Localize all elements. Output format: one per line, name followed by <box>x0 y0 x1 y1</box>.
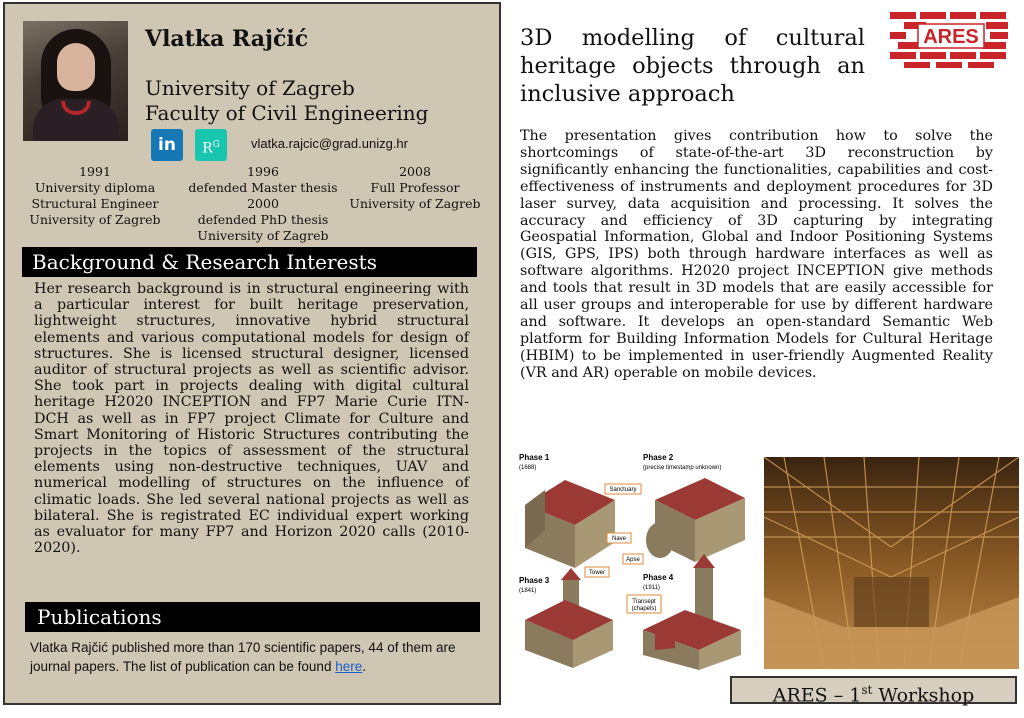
timeline-2008: 2008 Full Professor University of Zagreb <box>349 164 481 211</box>
label-nave: Nave <box>611 536 627 542</box>
publications-text: Vlatka Rajčić published more than 170 scientific papers, 44 of them are journal papers. The list of publication can be found here. <box>30 640 456 674</box>
background-text: Her research background is in structural engineering with a particular interest for built heritage preservation, lightweight structures, innovative hybrid structural elements and various computational models for design of structures. She is licensed structural designer, licensed auditor of structural projects as well as scientific advisor. She took part in projects dealing with digital cultural heritage H2020 INCEPTION and FP7 Marie Curie ITN-DCH as well as in FP7 project Climate for Culture and Smart Monitoring of Historic Structures contributing the projects in the topics of assessment of the structural elements using non-destructive techniques, UAV and numerical modelling of structures on the influence of climatic loads. She led several national projects as well as bilateral. She is registrated EC individual expert working as evaluator for many FP7 and Horizon 2020 calls (2010-2020). <box>34 281 469 557</box>
publications-link[interactable]: here <box>335 659 363 674</box>
label-apse: Apse <box>626 557 640 563</box>
talk-abstract: The presentation gives contribution how to solve the shortcomings of state-of-the-art 3D reconstruction by significantly enhancing the functionalities, capabilities and cost-effectiveness of instruments and deployment procedures for 3D laser survey, data acquisition and processing. It solves the accuracy and efficiency of 3D capturing by integrating Geospatial Information, Global and Indoor Positioning Systems (GIS, GPS, IPS) both through hardware interfaces as well as software algorithms. H2020 project INCEPTION give methods and tools that result in 3D models that are easily accessible for all user groups and interoperable for use by different hardware and software. It develops an open-standard Semantic Web platform for Building Information Models for Cultural Heritage (HBIM) to be implemented in user-friendly Augmented Reality (VR and AR) operable on mobile devices. <box>520 128 993 381</box>
timeline-1991: 1991 University diploma Structural Engineer University of Zagreb <box>29 164 161 227</box>
phase4-year: (1911) <box>643 585 660 591</box>
speaker-photo <box>23 21 128 141</box>
logo-text: ARES <box>923 26 979 48</box>
phase3-label: Phase 3 <box>519 576 550 585</box>
speaker-panel <box>3 2 501 705</box>
workshop-footer: ARES – 1st Workshop <box>730 676 1017 704</box>
linkedin-icon[interactable]: in <box>151 129 183 161</box>
affiliation-faculty: Faculty of Civil Engineering <box>145 101 429 125</box>
timeline-1996: 1996 defended Master thesis 2000 defended PhD thesis University of Zagreb <box>188 164 338 243</box>
talk-title: 3D modelling of cultural heritage objects through an inclusive approach <box>520 25 865 107</box>
background-heading: Background & Research Interests <box>22 247 477 277</box>
affiliation-university: University of Zagreb <box>145 76 355 100</box>
speaker-name: Vlatka Rajčić <box>145 26 309 52</box>
phase1-label: Phase 1 <box>519 453 550 462</box>
phase2-label: Phase 2 <box>643 453 674 462</box>
affiliation <box>145 76 428 126</box>
phase2-note: (precise timestamp unknown) <box>643 465 722 471</box>
timber-roof-interior-figure <box>764 457 1019 669</box>
phase3-year: (1841) <box>519 588 537 594</box>
email-address: vlatka.rajcic@grad.unizg.hr <box>251 136 408 151</box>
label-chapels: (chapels) <box>631 606 657 612</box>
church-phases-figure <box>515 450 760 670</box>
ares-logo <box>890 12 1012 68</box>
label-tower: Tower <box>588 570 606 576</box>
phase1-year: (1688) <box>519 465 537 471</box>
researchgate-icon[interactable]: $R^G$ <box>195 129 227 161</box>
label-sanctuary: Sanctuary <box>609 487 637 493</box>
label-transept: Transept <box>632 599 656 605</box>
phase4-label: Phase 4 <box>643 573 674 582</box>
publications-heading: Publications <box>25 602 480 632</box>
